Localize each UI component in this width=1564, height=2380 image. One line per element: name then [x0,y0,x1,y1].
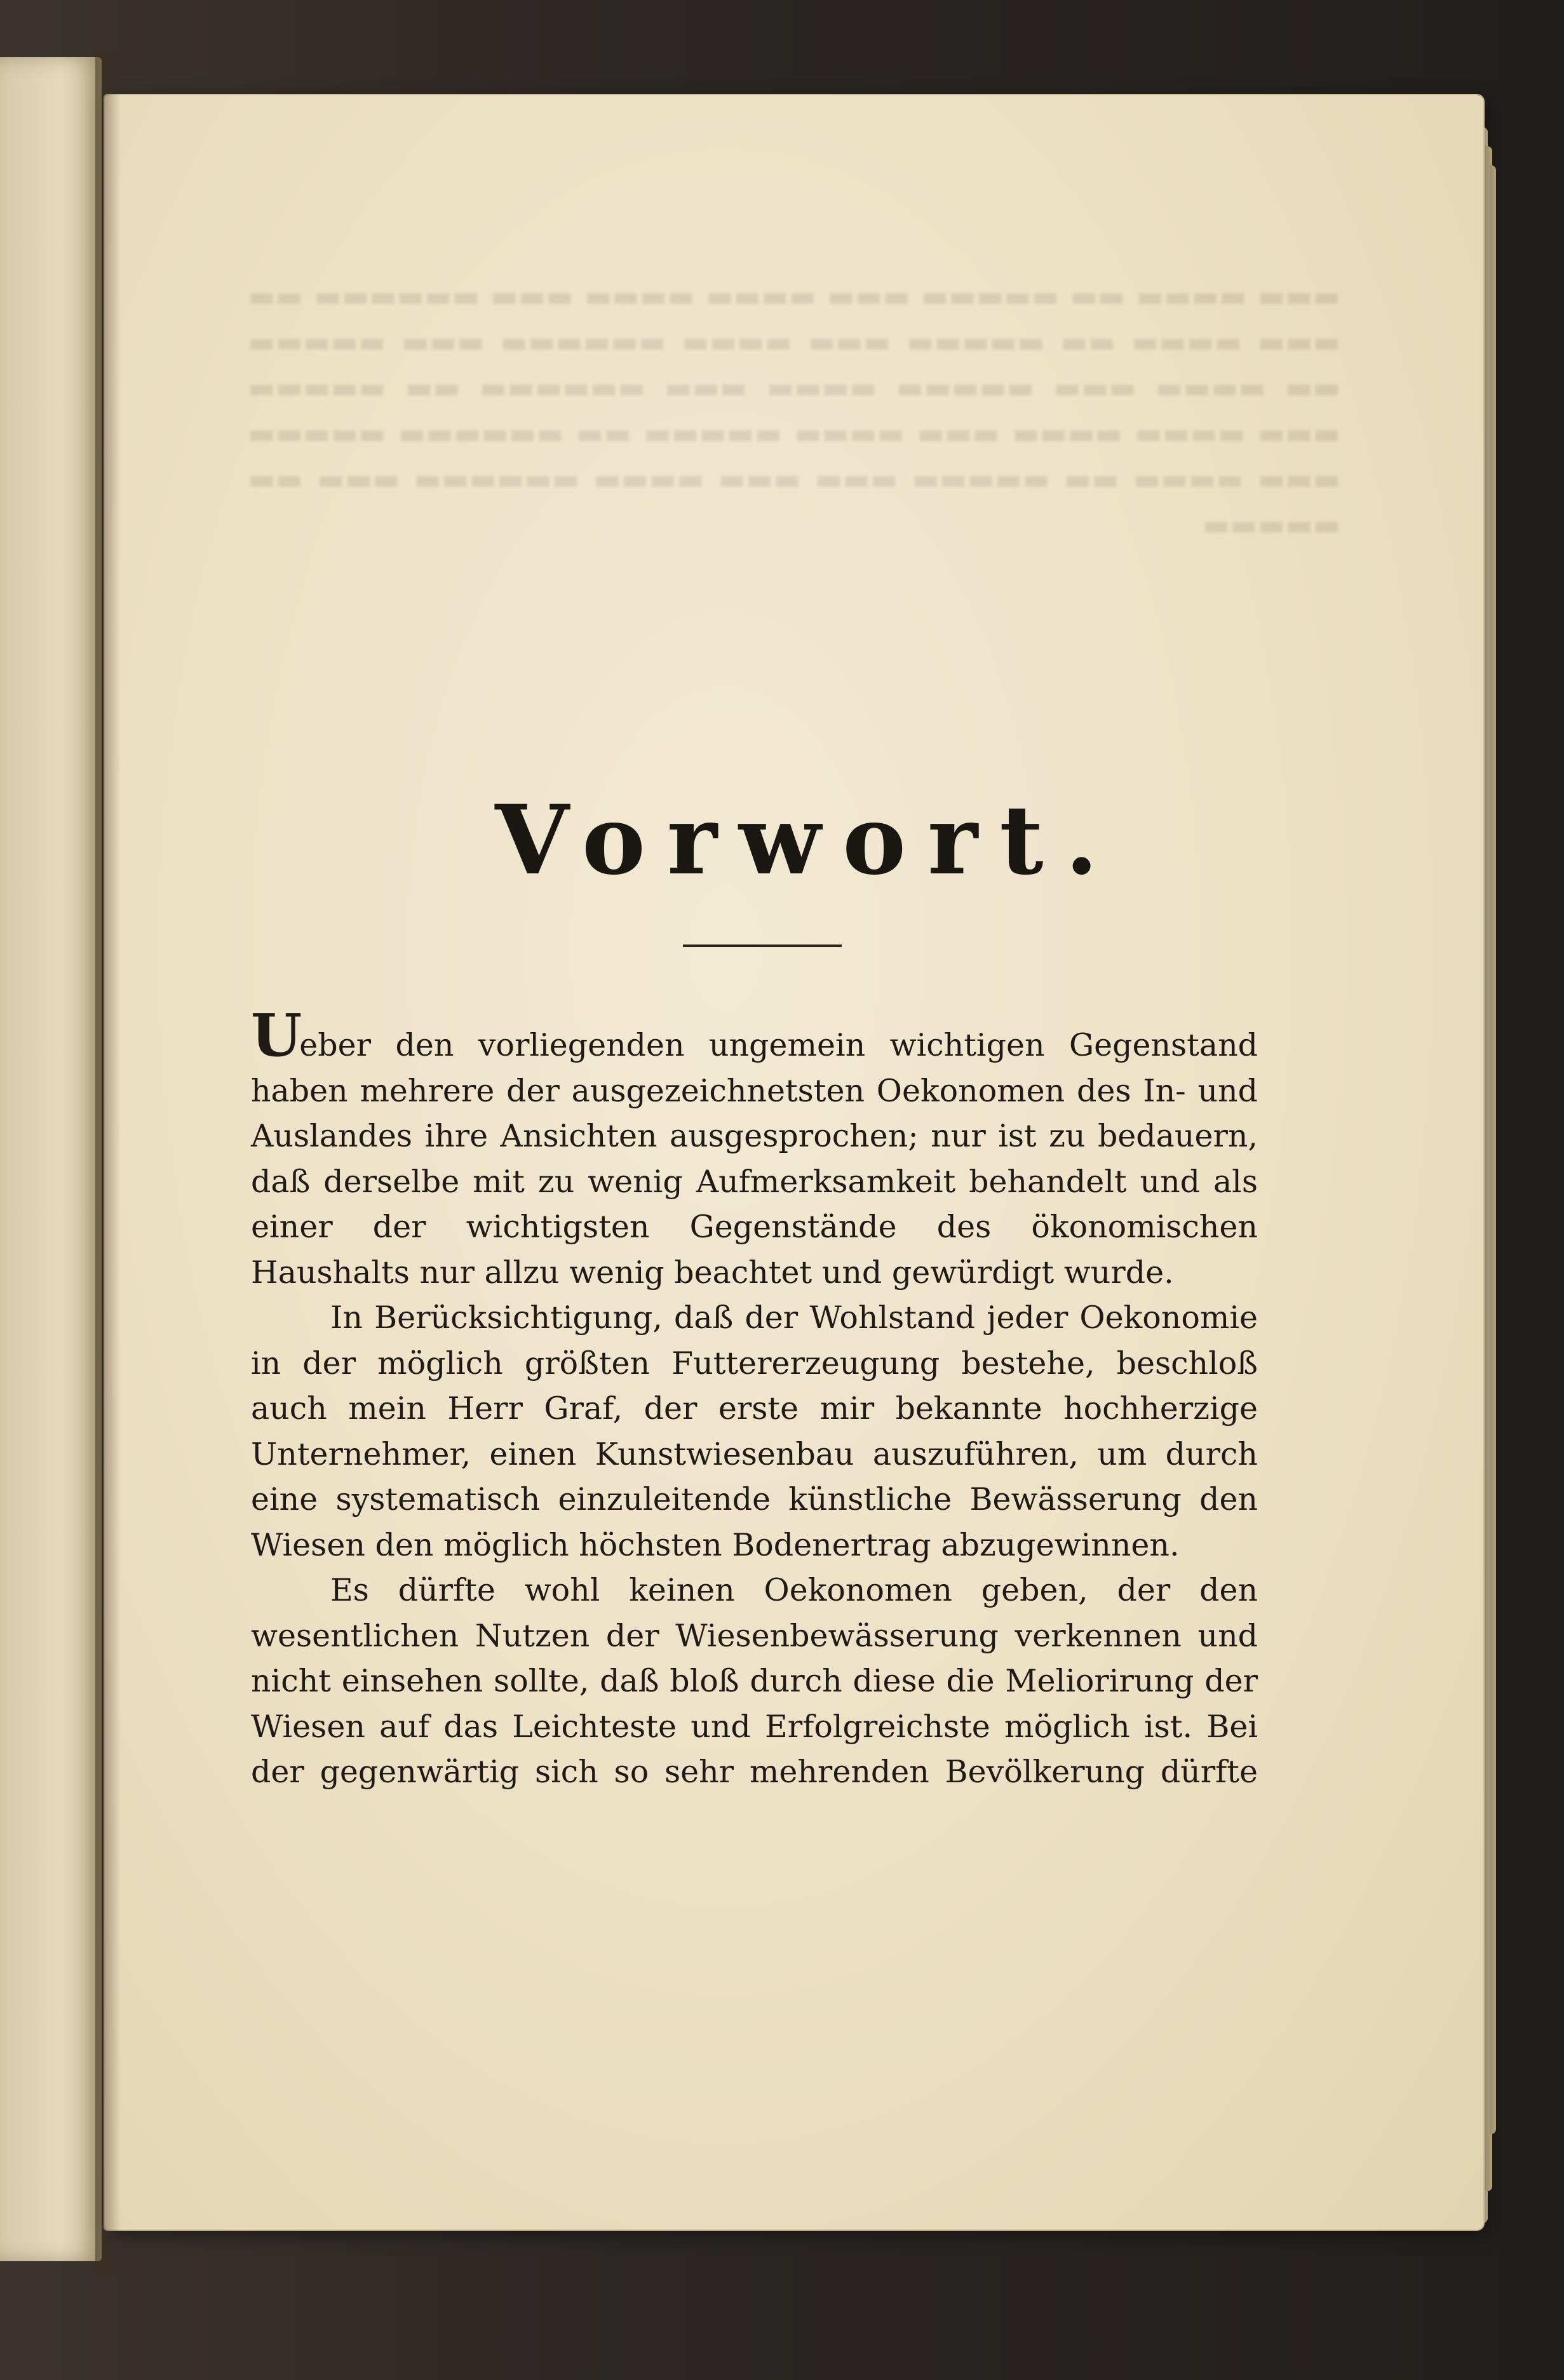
page-stack-edge [1490,165,1496,2134]
title-rule [683,945,842,947]
paragraph-1-text: eber den vorliegenden ungemein wichtigen Gegenstand haben mehrere der ausgezeichnetsten Oekonomen des In- und Auslandes ihre Ansichten ausgesprochen; nur ist zu bedauern, daß derselbe mit zu wenig Aufmerksamkeit behandelt und als einer der wichtigsten Gegenstände des ökonomischen Haushalts nur allzu wenig beachtet und gewürdigt wurde. [251,1027,1258,1291]
facing-page-edge [0,57,102,2261]
paragraph-3-text: Es dürfte wohl keinen Oekonomen geben, der den wesentlichen Nutzen der Wiesenbewässerung verkennen und nicht einsehen sollte, daß bloß durch diese die Meliorirung der Wiesen auf das Leichteste und Erfolgreichste möglich ist. Bei der gegenwärtig sich so sehr mehrenden Bevölkerung dürfte [251,1572,1258,1790]
book-gutter-shadow [95,51,121,2274]
page-title: Vorwort. [495,784,1120,896]
paragraph-3 [251,1568,1258,1795]
paragraph-2-text: In Berücksichtigung, daß der Wohlstand jeder Oekonomie in der möglich größten Futtererzeugung bestehe, beschloß auch mein Herr Graf, der erste mir bekannte hochherzige Unternehmer, einen Kunstwiesenbau auszuführen, um durch eine systematisch einzuleitende künstliche Bewässerung den Wiesen den möglich höchsten Bodenertrag abzugewinnen. [251,1300,1258,1563]
body-text [251,1001,1258,1795]
bleed-through-texture: ▬▬▬ ▬▬▬▬ ▬▬ ▬▬▬▬▬ ▬▬▬ ▬▬▬▬ ▬▬▬▬ ▬▬▬ ▬▬▬▬▬▬ ▬▬ ▬▬▬ ▬▬▬▬ ▬▬ ▬▬▬▬▬ ▬▬▬ ▬▬▬▬ ▬▬▬▬▬▬ ▬▬▬ ▬▬▬▬▬ ▬▬ ▬▬▬▬ ▬▬▬ ▬▬▬▬▬ ▬▬▬▬ ▬▬▬ ▬▬▬▬▬▬ ▬▬ ▬▬▬▬▬ ▬▬▬ ▬▬▬▬ ▬▬▬▬ ▬▬▬ ▬▬▬▬ ▬▬▬▬▬ ▬▬ ▬▬▬▬▬▬ ▬▬▬▬▬ ▬▬▬ ▬▬▬▬ ▬▬ ▬▬▬▬▬ ▬▬▬ ▬▬▬ ▬▬▬▬ ▬▬▬▬▬▬ ▬▬▬ ▬▬ ▬▬▬▬▬ [248,279,1340,542]
paragraph-1 [251,1001,1258,1295]
paragraph-2 [251,1295,1258,1568]
drop-cap: U [251,1001,300,1070]
